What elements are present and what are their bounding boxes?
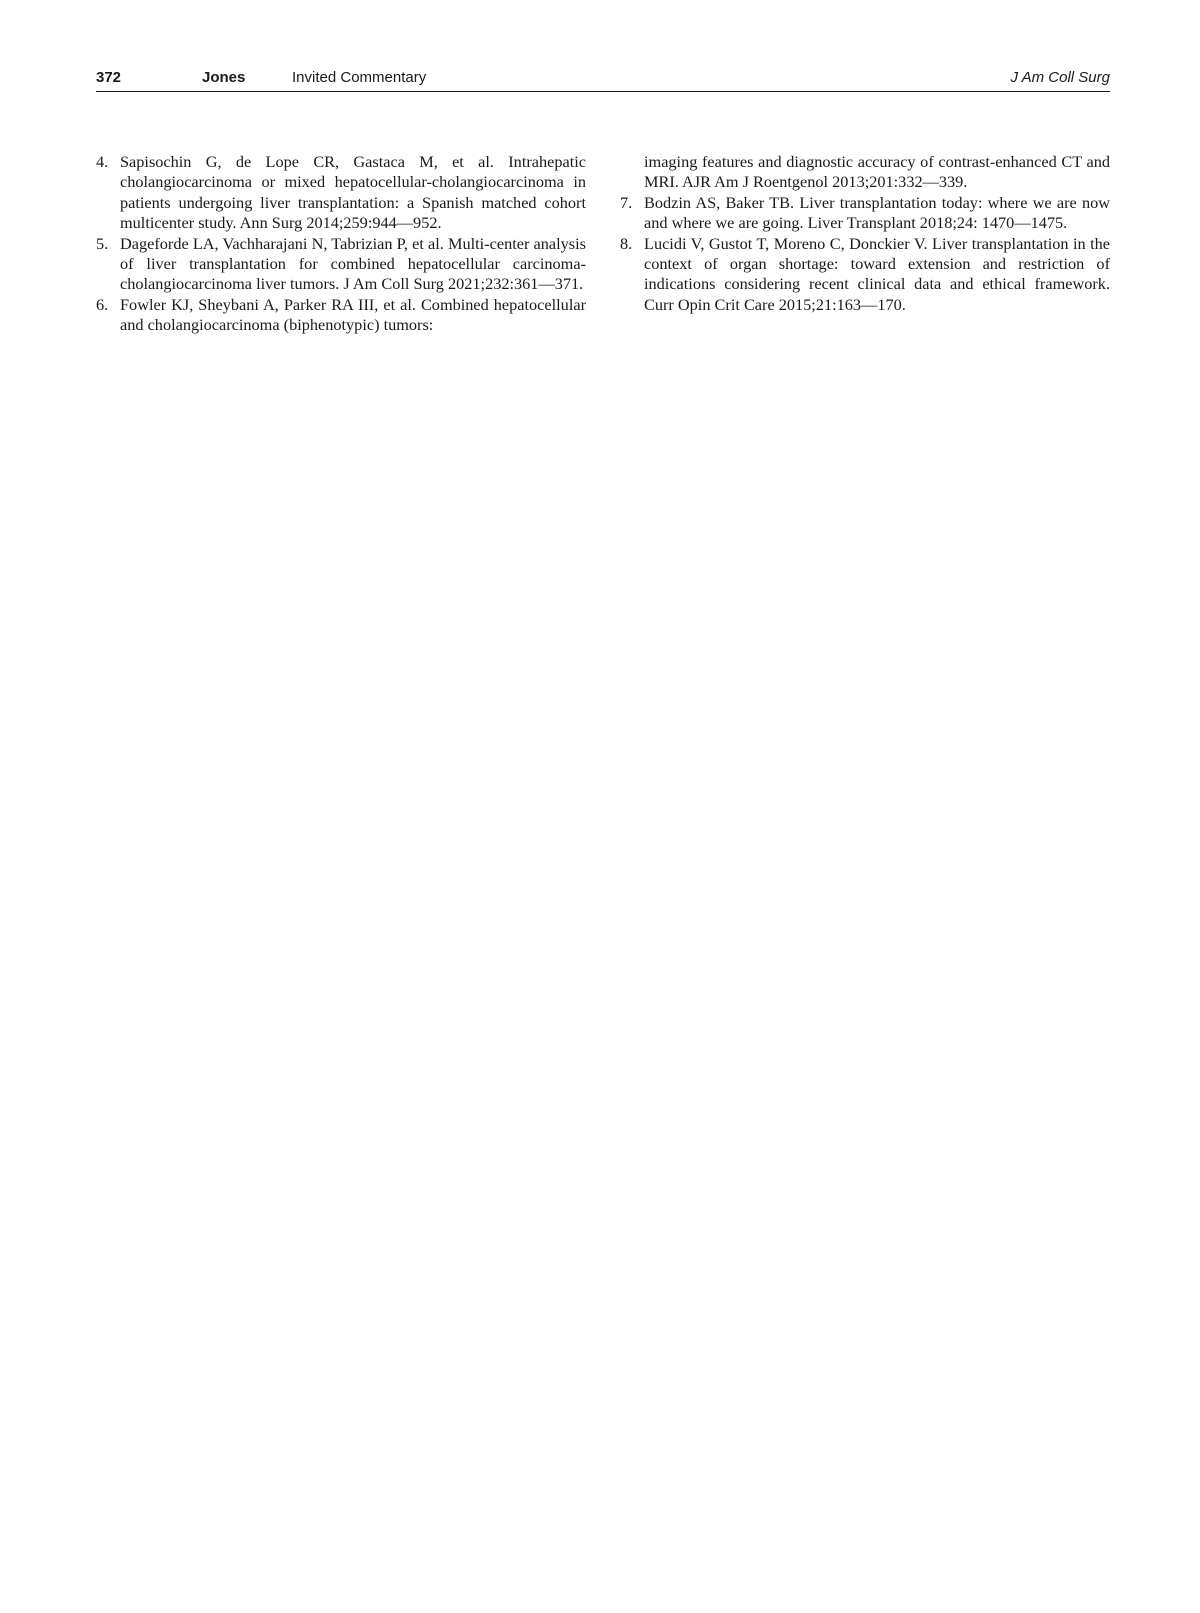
reference-text: Bodzin AS, Baker TB. Liver transplantation today: where we are now and where we are going. Liver Transplant 2018;24: 1470—1475. — [644, 192, 1110, 233]
reference-number: 6. — [96, 294, 109, 314]
reference-number: 8. — [620, 233, 633, 253]
references-right-column — [620, 152, 1110, 315]
reference-item — [620, 193, 1110, 234]
reference-text: Dageforde LA, Vachharajani N, Tabrizian P, et al. Multi-center analysis of liver transplantation for combined hepatocellular carcinoma-cholangiocarcinoma liver tumors. J Am Coll Surg 2021;232:361—371. — [120, 233, 586, 294]
reference-number: 4. — [96, 152, 109, 171]
reference-item — [96, 295, 586, 336]
reference-continuation — [620, 152, 1110, 193]
running-head — [96, 66, 1110, 92]
reference-text: Lucidi V, Gustot T, Moreno C, Donckier V. Liver transplantation in the context of organ shortage: toward extension and restriction of indications considering recent clinical data and ethical framework. Curr Opin Crit Care 2015;21:163—170. — [644, 233, 1110, 314]
reference-number: 5. — [96, 233, 109, 253]
page-number: 372 — [96, 69, 122, 86]
running-head-author: Jones — [202, 69, 246, 86]
reference-text: Sapisochin G, de Lope CR, Gastaca M, et al. Intrahepatic cholangiocarcinoma or mixed hepatocellular-cholangiocarcinoma in patients undergoing liver transplantation: a Spanish matched cohort multicenter study. Ann Surg 2014;259:944—952. — [120, 152, 586, 233]
reference-item — [620, 234, 1110, 316]
reference-item — [96, 152, 586, 234]
reference-item — [96, 234, 586, 295]
running-head-journal: J Am Coll Surg — [1010, 69, 1110, 86]
running-head-section: Invited Commentary — [292, 69, 427, 86]
reference-text: imaging features and diagnostic accuracy of contrast-enhanced CT and MRI. AJR Am J Roentgenol 2013;201:332—339. — [644, 152, 1110, 192]
references-left-column — [96, 152, 586, 336]
reference-number: 7. — [620, 192, 633, 212]
reference-text: Fowler KJ, Sheybani A, Parker RA III, et al. Combined hepatocellular and cholangiocarcinoma (biphenotypic) tumors: — [120, 294, 586, 335]
